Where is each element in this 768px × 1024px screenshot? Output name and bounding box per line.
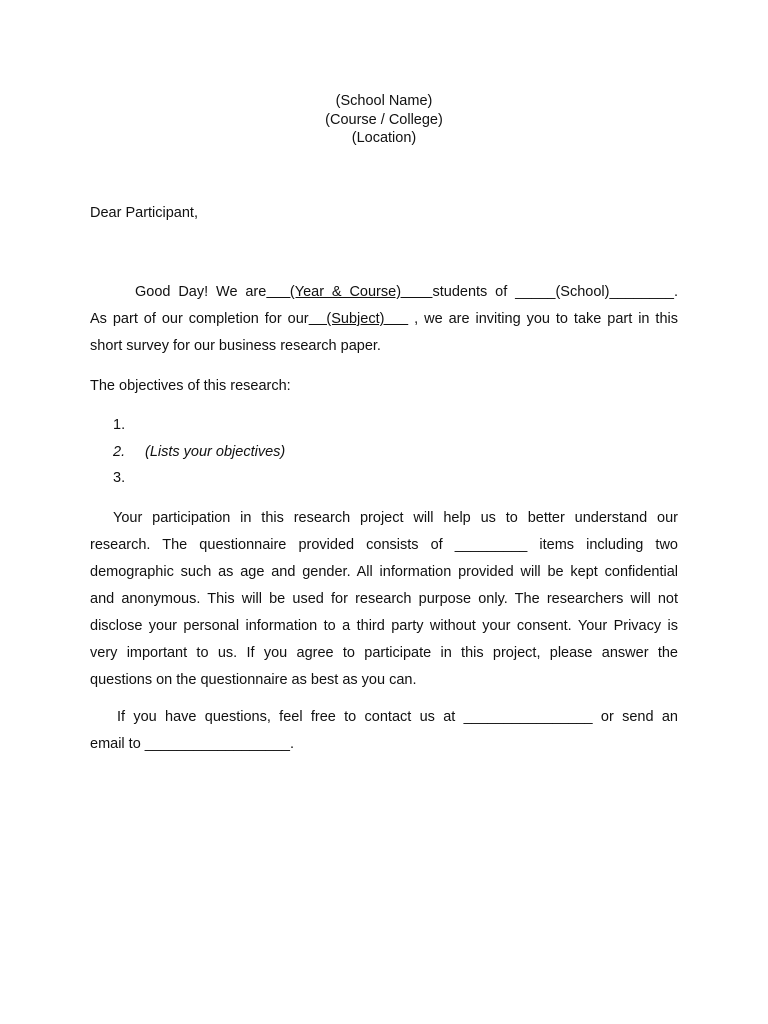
- intro-paragraph: [90, 279, 678, 360]
- objectives-list: [113, 416, 285, 496]
- participation-line: demographic such as age and gender. All information provided will be kept confidential: [90, 564, 678, 580]
- intro-line-2: [90, 306, 678, 333]
- participation-line: Your participation in this research project will help us to better understand our: [113, 510, 678, 526]
- list-text: (Lists your objectives): [145, 443, 286, 460]
- contact-line: If you have questions, feel free to contact us at ________________ or send an: [117, 709, 678, 725]
- participation-line: questions on the questionnaire as best as you can.: [90, 672, 417, 688]
- contact-line: email to __________________.: [90, 736, 294, 752]
- participation-line: research. The questionnaire provided consists of _________ items including two: [90, 537, 678, 553]
- intro-text-3: .: [673, 284, 678, 300]
- participation-line: very important to us. If you agree to participate in this project, please answer the: [90, 645, 678, 661]
- course-college: (Course / College): [325, 111, 443, 128]
- intro-text-4: As part of our completion for our: [90, 311, 309, 327]
- intro-line-3: short survey for our business research paper.: [90, 338, 381, 354]
- school-name: (School Name): [335, 93, 433, 109]
- intro-text-5: , we are inviting you to take part in this: [408, 311, 678, 327]
- intro-text-2: students of: [432, 284, 516, 300]
- year-course-blank: (Year & Course): [266, 284, 433, 300]
- letter-header: [0, 92, 768, 148]
- participation-line: and anonymous. This will be used for research purpose only. The researchers will not: [90, 591, 678, 607]
- salutation: Dear Participant,: [90, 205, 198, 221]
- list-item: [113, 443, 285, 470]
- list-number: 3.: [113, 470, 126, 486]
- list-number: 2.: [113, 443, 126, 460]
- objectives-title: The objectives of this research:: [90, 378, 291, 394]
- participation-paragraph: [90, 505, 678, 694]
- list-item: [113, 416, 285, 443]
- location: (Location): [351, 130, 417, 146]
- list-item: [113, 469, 285, 496]
- intro-text-1: Good Day! We are: [135, 284, 267, 300]
- list-number: 1.: [113, 417, 126, 433]
- intro-line-1: [90, 279, 678, 306]
- school-blank: _____(School)________: [515, 284, 674, 300]
- participation-line: disclose your personal information to a third party without your consent. Your Privacy is: [90, 618, 678, 634]
- contact-paragraph: [90, 704, 678, 758]
- subject-blank: (Subject): [308, 311, 409, 327]
